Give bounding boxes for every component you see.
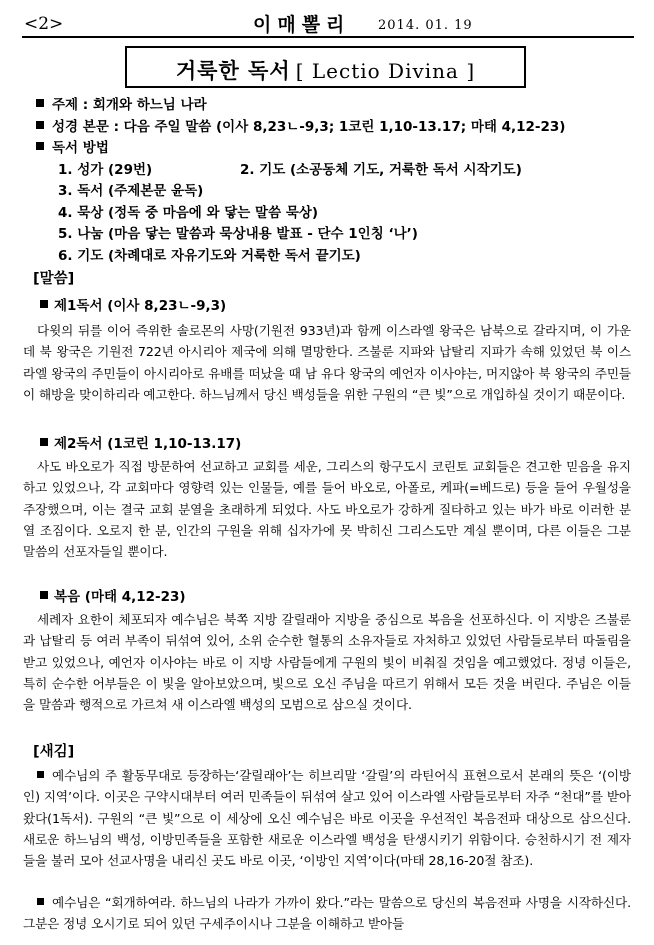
square-bullet-icon [40,438,48,446]
theme-row [36,95,636,117]
step-6: 6. 기도 (차례대로 자유기도와 거룩한 독서 끝기도) [58,247,361,264]
reading-2-text: 사도 바오로가 직접 방문하여 선교하고 교회를 세운, 그리스의 항구도시 코린토 교회들은 견고한 믿음을 유지하고 있었으나, 각 교회마다 영향력 있는 인물들, 예를 들어 바오로, 아폴로, 케파(=베드로) 등을 들어 우월성을 주장했으며, 이는 결국 교회 분열을 초래하게 되었다. 사도 바오로가 강하게 질타하고 있는 바가 바로 이러한 분열 조짐이다. 오로지 한 분, 인간의 구원을 위해 십자가에 못 박히신 그리스도만 계실 뿐이며, 다른 이들은 그분 말씀의 선포자들일 뿐이다. [23,459,631,560]
reflection-note-2 [23,892,631,935]
readings-row [36,117,636,139]
square-bullet-icon [36,99,44,107]
gospel-title-text: 복음 (마태 4,12-23) [54,589,186,605]
theme-text: 주제 : 회개와 하느님 나라 [52,97,207,113]
method-step [58,160,636,182]
reading-1-text: 다윗의 뒤를 이어 즉위한 솔로몬의 사망(기원전 933년)과 함께 이스라엘 왕국은 남북으로 갈라지며, 이 가운데 북 왕국은 기원전 722년 아시리아 제국에 의해 멸망한다. 즈불룬 지파와 납탈리 지파가 속해 있었던 북 이스라엘 왕국의 주민들이 아시리아로 유배를 떠났을 때 남 유다 왕국의 예언자 이사야는, 머지않아 북 왕국의 주민들이 해방을 맞이하리라 예고한다. 하느님께서 당신 백성들을 위한 구원의 “큰 빛”으로 개입하실 것이기 때문이다. [23,323,631,402]
title-box [125,46,526,88]
method-step [58,203,636,225]
reflection-note-2-text: 예수님은 “회개하여라. 하느님의 나라가 가까이 왔다.”라는 말씀으로 당신의 복음전파 사명을 시작하신다. 그분은 정녕 오시기로 되어 있던 구세주이시나 그분을 이해하고 받아들 [23,895,631,932]
reading-2-title [40,432,241,452]
method-row [36,138,636,160]
square-bullet-icon [40,300,48,308]
issue-date: 2014. 01. 19 [378,18,473,33]
step-3: 3. 독서 (주제본문 윤독) [58,183,204,199]
page-number: <2> [24,14,64,34]
readings-text: 성경 본문 : 다음 주일 말씀 (이사 8,23ㄴ-9,3; 1코린 1,10-13.17; 마태 4,12-23) [52,118,566,135]
method-steps [36,160,636,268]
reflection-note-1-text: 예수님의 주 활동무대로 등장하는‘갈릴래아’는 히브리말 ‘갈릴’의 라틴어식 표현으로서 본래의 뜻은 ‘(이방인) 지역’이다. 이곳은 구약시대부터 여러 민족들이 뒤섞여 살고 있어 이스라엘 사람들로부터 자주 “천대”를 받아 왔다(1독서). 구원의 “큰 빛”으로 이 세상에 오신 예수님은 바로 이곳을 우선적인 복음전파 대상으로 삼으신다. 새로운 하느님의 백성, 이방민족들을 포함한 새로운 이스라엘 백성을 탄생시키기 위함이다. 승천하시기 전 제자들을 불러 모아 선교사명을 내리신 곳도 바로 이곳, ‘이방인 지역’이다(마태 28,16-20절 참조). [23,768,631,869]
square-bullet-icon [37,898,44,905]
reading-2-title-text: 제2독서 (1코린 1,10-13.17) [54,436,242,452]
reflection-heading: [새김] [33,744,75,760]
method-step [58,246,636,268]
study-info [36,95,636,267]
step-5: 5. 나눔 (마음 닿는 말씀과 묵상내용 발표 - 단수 1인칭 ‘나’) [58,226,418,242]
step-4: 4. 묵상 (정독 중 마음에 와 닿는 말씀 묵상) [58,204,319,221]
reflection-note-1 [23,765,631,871]
publication-name: 이매뽈리 [253,14,351,36]
method-step [58,224,636,246]
gospel-text: 세례자 요한이 체포되자 예수님은 북쪽 지방 갈릴래아 지방을 중심으로 복음을 선포하신다. 이 지방은 즈불룬과 납탈리 등 여러 부족이 뒤섞여 있어, 소위 순수한 혈통의 소유자들로 자처하고 있었던 사람들로부터 따돌림을 받고 있었으나, 예언자 이사야는 바로 이 지방 사람들에게 구원의 빛이 비춰질 것임을 예고했었다. 정녕 이들은, 특히 순수한 어부들은 이 빛을 알아보았으며, 빛으로 오신 주님을 따르기 위해서 모든 것을 버린다. 주님은 이들을 말씀과 행적으로 가르쳐 새 이스라엘 백성의 모범으로 삼으실 것이다. [23,612,631,713]
title-korean: 거룩한 독서 [175,59,291,83]
page-header [20,6,634,36]
square-bullet-icon [36,121,44,129]
title-latin: [ Lectio Divina ] [295,59,476,83]
method-label: 독서 방법 [52,140,109,156]
square-bullet-icon [40,591,48,599]
step-2: 2. 기도 (소공동체 기도, 거룩한 독서 시작기도) [240,161,522,178]
method-step [58,181,636,203]
reading-1-title-text: 제1독서 (이사 8,23ㄴ-9,3) [54,298,227,314]
header-rule [22,36,634,38]
square-bullet-icon [37,771,44,778]
step-1: 1. 성가 (29번) [58,161,153,178]
square-bullet-icon [36,142,44,150]
word-heading: [말씀] [33,271,75,287]
gospel-title [40,585,186,605]
reading-1-title [40,294,226,314]
